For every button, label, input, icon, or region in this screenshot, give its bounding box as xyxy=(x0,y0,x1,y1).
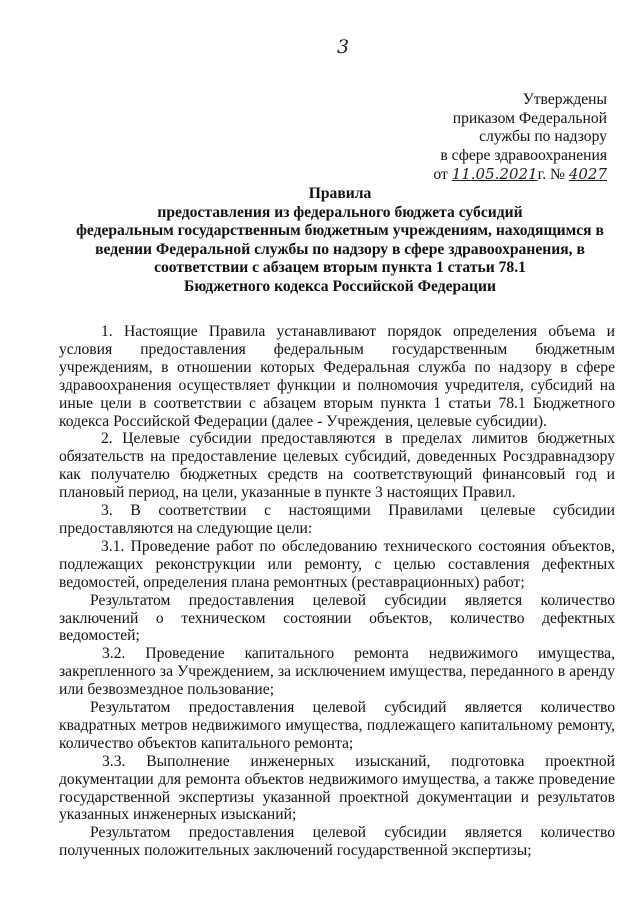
title-line-2: предоставления из федерального бюджета субсидий xyxy=(157,203,523,221)
paragraph-3-3-result: Результатом предоставления целевой субсидии является количество полученных положительных заключений государственной экспертизы; xyxy=(59,824,615,860)
handwritten-order-number: 4027 xyxy=(568,165,607,184)
approval-date-line xyxy=(433,165,607,185)
approval-line-3: службы по надзору xyxy=(479,128,607,146)
page-number: 3 xyxy=(337,36,350,58)
approval-stamp xyxy=(433,91,607,185)
paragraph-3-3: 3.3. Выполнение инженерных изысканий, подготовка проектной документации для ремонта объектов недвижимого имущества, а также проведение государственной экспертизы указанной проектной документации и результатов указанных инженерных изысканий; xyxy=(59,752,615,824)
paragraph-1: 1. Настоящие Правила устанавливают порядок определения объема и условия предоставления федеральным государственным бюджетным учреждениям, в отношении которых Федеральная служба по надзору в сфере здравоохранения осуществляет функции и полномочия учредителя, субсидий на иные цели в соответствии с абзацем вторым пункта 1 статьи 78.1 Бюджетного кодекса Российской Федерации (далее - Учреждения, целевые субсидии). xyxy=(59,323,615,430)
approval-line-4: в сфере здравоохранения xyxy=(440,146,607,164)
date-suffix: г. № xyxy=(537,166,565,184)
document-body xyxy=(59,323,615,860)
handwritten-date: 11.05.2021 xyxy=(451,165,538,184)
document-title xyxy=(70,185,610,297)
paragraph-3: 3. В соответствии с настоящими Правилами целевые субсидии предоставляются на следующие цели: xyxy=(59,502,615,537)
title-line-1: Правила xyxy=(308,185,372,202)
paragraph-2: 2. Целевые субсидии предоставляются в пределах лимитов бюджетных обязательств на предоставление целевых субсидий, доведенных Росздравнадзору как получателю бюджетных средств на соответствующий финансовый год и плановый период, на цели, указанные в пункте 3 настоящих Правил. xyxy=(59,430,615,502)
title-line-6: Бюджетного кодекса Российской Федерации xyxy=(184,277,496,295)
title-line-5: соответствии с абзацем вторым пункта 1 статьи 78.1 xyxy=(154,259,526,277)
title-line-3: федеральным государственным бюджетным учреждениям, находящимся в xyxy=(76,222,604,240)
paragraph-3-2-result: Результатом предоставления целевой субсидий является количество квадратных метров недвижимого имущества, подлежащего капитальному ремонту, количество объектов капитального ремонта; xyxy=(59,699,615,752)
approval-line-2: приказом Федеральной xyxy=(452,109,607,127)
paragraph-3-1-result: Результатом предоставления целевой субсидии является количество заключений о техническом состоянии объектов, количество дефектных ведомостей; xyxy=(59,591,615,645)
paragraph-3-1: 3.1. Проведение работ по обследованию технического состояния объектов, подлежащих реконструкции или ремонту, с целью составления дефектных ведомостей, определения плана ремонтных (реставрационных) работ; xyxy=(59,537,615,591)
approval-line-1: Утверждены xyxy=(522,91,607,108)
date-prefix: от xyxy=(433,166,448,184)
paragraph-3-2: 3.2. Проведение капитального ремонта недвижимого имущества, закрепленного за Учреждением, за исключением имущества, переданного в аренду или безвозмездное пользование; xyxy=(59,645,615,699)
title-line-4: ведении Федеральной службы по надзору в сфере здравоохранения, в xyxy=(95,240,585,258)
